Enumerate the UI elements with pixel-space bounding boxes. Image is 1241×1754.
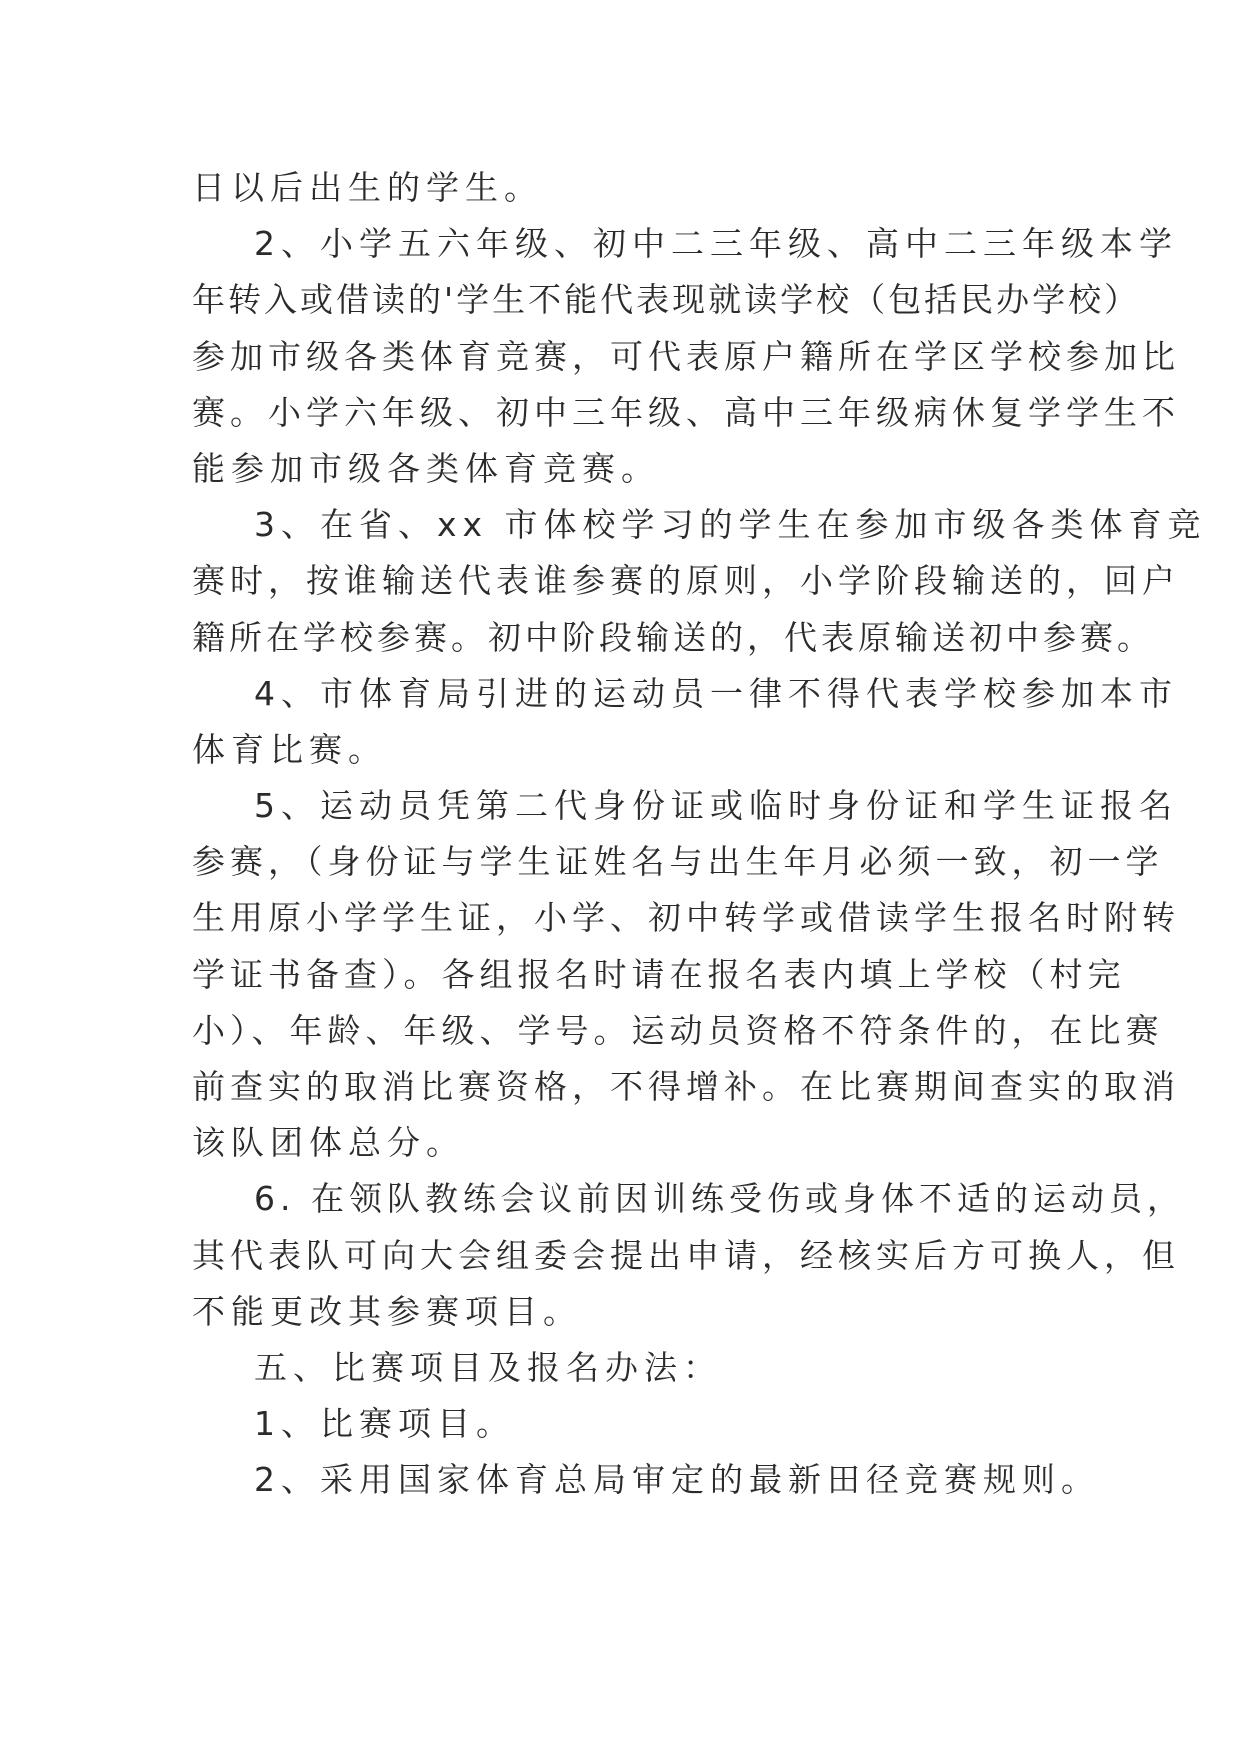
text-line: 体育比赛。 [192,729,387,769]
text-line: 参加市级各类体育竞赛，可代表原户籍所在学区学校参加比 [192,336,1180,376]
text-line: 2、小学五六年级、初中二三年级、高中二三年级本学 [254,224,1178,264]
text-line: 籍所在学校参赛。初中阶段输送的，代表原输送初中参赛。 [192,617,1154,657]
text-line: 其代表队可向大会组委会提出申请，经核实后方可换人，但 [192,1235,1180,1275]
text-line: 年转入或借读的'学生不能代表现就读学校（包括民办学校） [192,280,1141,320]
text-line: 3、在省、xx 市体校学习的学生在参加市级各类体育竞 [254,505,1207,545]
text-line: 参赛，（身份证与学生证姓名与出生年月必须一致，初一学 [192,842,1164,882]
text-line: 4、市体育局引进的运动员一律不得代表学校参加本市 [254,673,1178,713]
text-line: 前查实的取消比赛资格，不得增补。在比赛期间查实的取消 [192,1067,1180,1106]
text-line: 2、采用国家体育总局审定的最新田径竞赛规则。 [254,1460,1100,1500]
text-line: 生用原小学学生证，小学、初中转学或借读学生报名时附转 [192,898,1180,938]
text-line: 5、运动员凭第二代身份证或临时身份证和学生证报名 [254,786,1178,826]
text-line: 学证书备查）。各组报名时请在报名表内填上学校（村完 [192,954,1126,994]
document-body [192,160,1207,1509]
text-line: 五、比赛项目及报名办法： [254,1347,722,1387]
text-line: 日以后出生的学生。 [192,168,543,207]
text-line: 6. 在领队教练会议前因训练受伤或身体不适的运动员， [254,1179,1185,1219]
text-line: 不能更改其参赛项目。 [192,1291,582,1331]
text-line: 1、比赛项目。 [254,1404,515,1444]
text-line: 赛时，按谁输送代表谁参赛的原则，小学阶段输送的，回户 [192,561,1180,601]
text-line: 赛。小学六年级、初中三年级、高中三年级病休复学学生不 [192,392,1180,432]
text-line: 能参加市级各类体育竞赛。 [192,448,660,488]
text-line: 小）、年龄、年级、学号。运动员资格不符条件的，在比赛 [192,1010,1164,1050]
text-line: 该队团体总分。 [192,1123,465,1163]
